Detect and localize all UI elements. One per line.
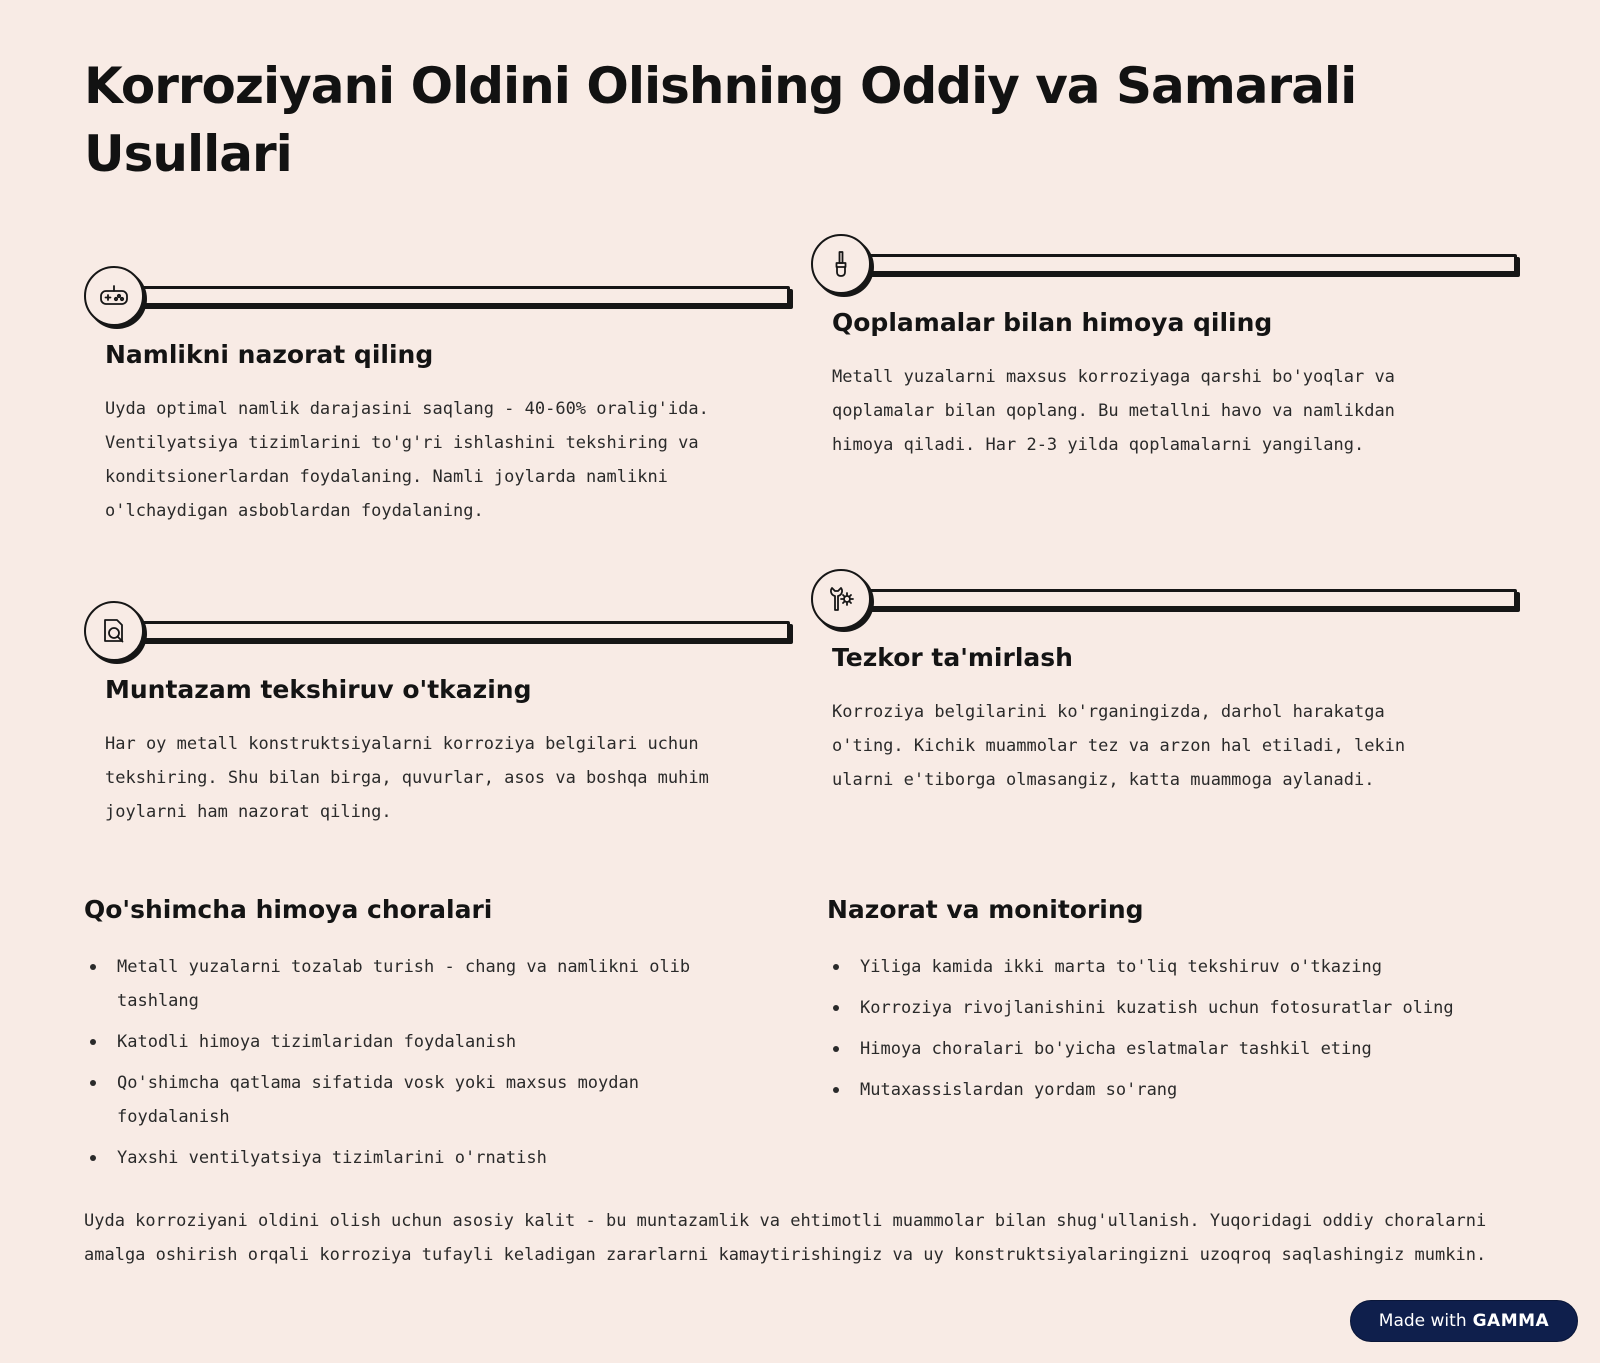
card-text: Uyda optimal namlik darajasini saqlang - 40-60% oralig'ida. Ventilyatsiya tizimlarini to'g'ri ishlashini tekshiring va konditsionerlardan foydalaning. Namli joylarda namlikni o'lchaydigan asboblardan foydalaning. [105,399,709,521]
badge-prefix: Made with [1378,1311,1467,1331]
extra-measures-list [84,950,724,1182]
card-text: Har oy metall konstruktsiyalarni korroziya belgilari uchun tekshiring. Shu bilan birga, quvurlar, asos va boshqa muhim joylarni ham nazorat qiling. [105,734,709,822]
extra-measures-heading: Qo'shimcha himoya choralari [84,895,493,924]
list-item: Mutaxassislardan yordam so'rang [827,1073,1527,1107]
card-header-bar [116,621,790,641]
card-header-bar [843,254,1517,274]
card-heading: Qoplamalar bilan himoya qiling [832,308,1273,337]
made-with-gamma-badge[interactable] [1350,1300,1578,1342]
card-heading: Muntazam tekshiruv o'tkazing [105,675,532,704]
page-title: Korroziyani Oldini Olishning Oddiy va Samarali Usullari [84,57,1357,183]
list-item: Korroziya rivojlanishini kuzatish uchun fotosuratlar oling [827,991,1527,1025]
card-text: Metall yuzalarni maxsus korroziyaga qarshi bo'yoqlar va qoplamalar bilan qoplang. Bu metallni havo va namlikdan himoya qiladi. Har 2-3 yilda qoplamalarni yangilang. [832,367,1395,455]
list-item: Katodli himoya tizimlaridan foydalanish [84,1025,724,1059]
wrench-gear-icon [811,569,871,629]
gamepad-icon [84,266,144,326]
list-item: Yaxshi ventilyatsiya tizimlarini o'rnatish [84,1141,724,1175]
list-item: Himoya choralari bo'yicha eslatmalar tashkil eting [827,1032,1527,1066]
list-item: Qo'shimcha qatlama sifatida vosk yoki maxsus moydan foydalanish [84,1066,724,1134]
monitoring-heading: Nazorat va monitoring [827,895,1144,924]
card-heading: Namlikni nazorat qiling [105,340,434,369]
card-heading: Tezkor ta'mirlash [832,643,1073,672]
conclusion-text: Uyda korroziyani oldini olish uchun asosiy kalit - bu muntazamlik va ehtimotli muammolar bilan shug'ullanish. Yuqoridagi oddiy choralarni amalga oshirish orqali korroziya tufayli keladigan zararlarni kamaytirishingiz va uy konstruktsiyalaringizni uzoqroq saqlashingiz mumkin. [84,1211,1487,1265]
gamma-logo: GAMMA [1472,1311,1550,1331]
monitoring-list [827,950,1527,1114]
list-item: Yiliga kamida ikki marta to'liq tekshiruv o'tkazing [827,950,1527,984]
card-header-bar [843,589,1517,609]
list-item: Metall yuzalarni tozalab turish - chang va namlikni olib tashlang [84,950,724,1018]
card-text: Korroziya belgilarini ko'rganingizda, darhol harakatga o'ting. Kichik muammolar tez va arzon hal etiladi, lekin ularni e'tiborga olmasangiz, katta muammoga aylanadi. [832,702,1406,790]
card-header-bar [116,286,790,306]
paint-brush-icon [811,234,871,294]
document-search-icon [84,601,144,661]
